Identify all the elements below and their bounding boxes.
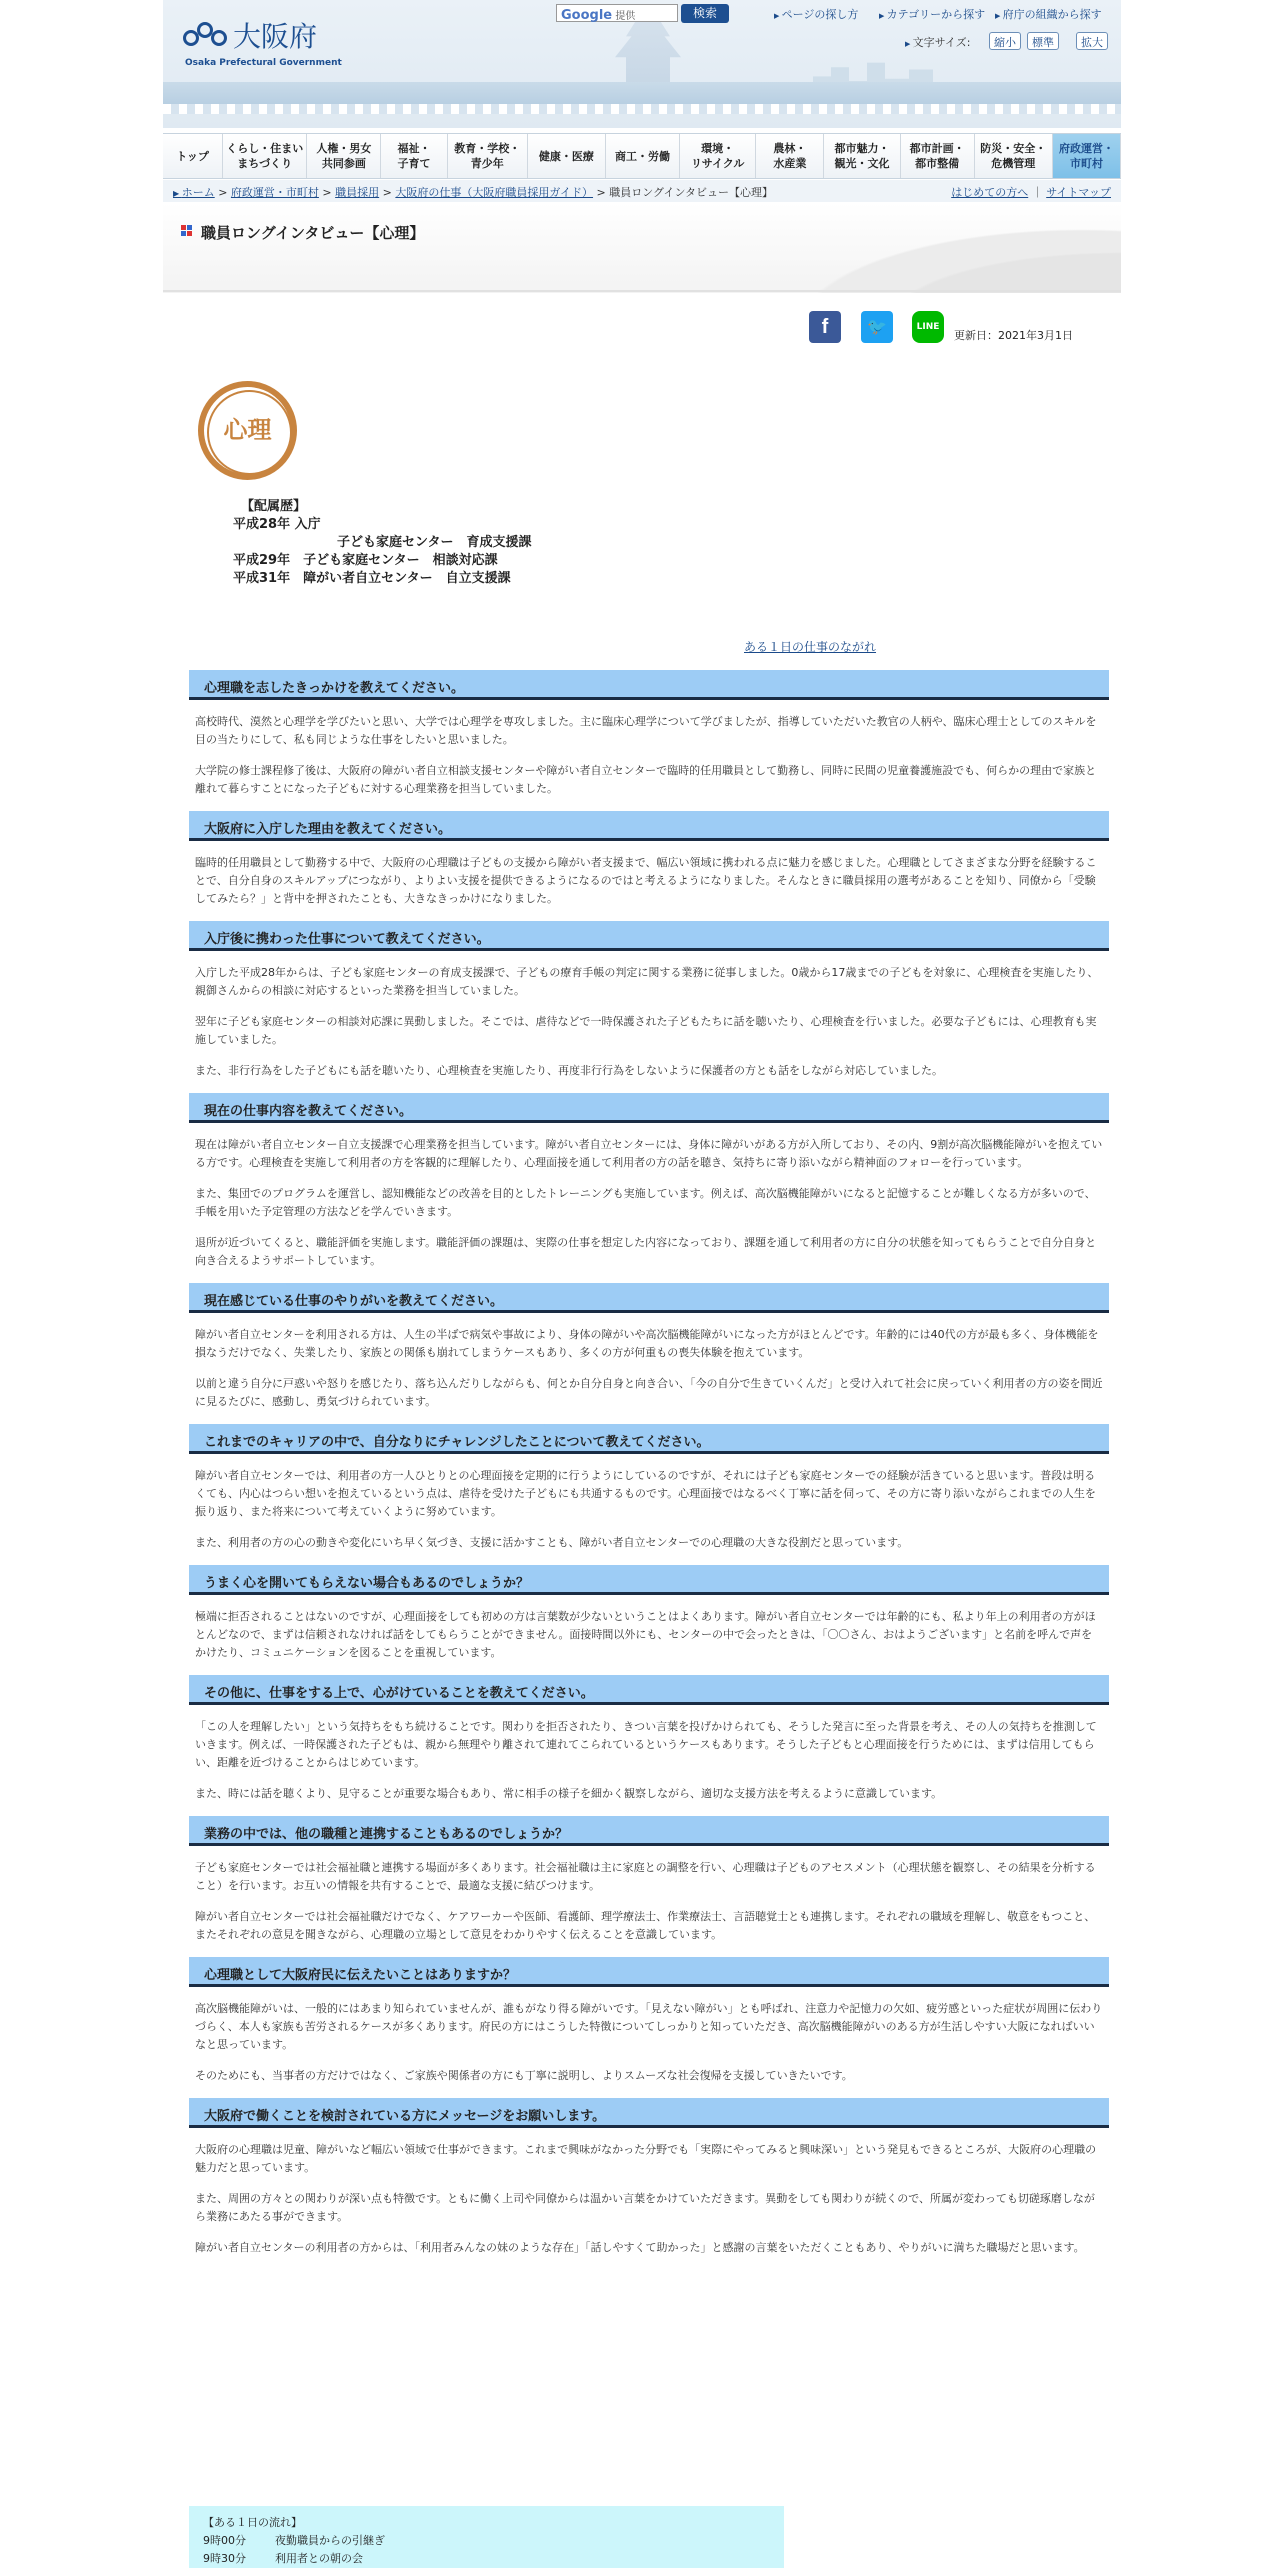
answer-paragraph: また、時には話を聴くより、見守ることが重要な場合もあり、常に相手の様子を細かく観察しながら、適切な支援方法を考えるように意識しています。 (195, 1787, 943, 1800)
nav-commerce[interactable]: 商工・労働 (606, 134, 680, 178)
answer-paragraph: 障がい者自立センターでは、利用者の方一人ひとりとの心理面接を定期的に行うようにしているのですが、それには子ども家庭センターでの経験が活きていると思います。普段は明るくても、内心はつらい想いを抱えているという点は、虐待を受けた子どもにも共通するものです。心理面接ではなるべく丁寧に話を伺って、その方に寄り添いながらこれまでの人生を振り返り、また将来について考えていくように努めています。 (195, 1469, 1096, 1518)
font-size-label: ▶ 文字サイズ: (905, 34, 970, 50)
emblem-label: 心理 (223, 416, 272, 444)
question-heading: 現在の仕事内容を教えてください。 (189, 1093, 1109, 1123)
answer-paragraph: 高校時代、漠然と心理学を学びたいと思い、大学では心理学を専攻しました。主に臨床心理学について学びましたが、指導していただいた教官の人柄や、臨床心理士としてのスキルを目の当たりにして、私も同じような仕事をしたいと思いました。 (195, 715, 1097, 746)
answer-block (189, 1608, 1109, 1662)
answer-paragraph: 入庁した平成28年からは、子ども家庭センターの育成支援課で、子どもの療育手帳の判定に関する業務に従事しました。0歳から17歳までの子どもを対象に、心理検査を実施したり、親御さんからの相談に対応するといった業務を担当していました。 (195, 966, 1099, 997)
breadcrumb-current: 職員ロングインタビュー【心理】 (609, 186, 774, 199)
day-flow-link[interactable]: ある１日の仕事のながれ (744, 640, 877, 654)
link-sitemap[interactable]: サイトマップ (1046, 186, 1111, 199)
breadcrumb-government[interactable]: 府政運営・市町村 (230, 186, 319, 199)
question-heading: 心理職を志したきっかけを教えてください。 (189, 670, 1109, 700)
answer-paragraph: 高次脳機能障がいは、一般的にはあまり知られていませんが、誰もがなり得る障がいです。「見えない障がい」とも呼ばれ、注意力や記憶力の欠如、疲労感といった症状が周囲に伝わりづらく、本人も家族も苦労されるケースが多くあります。府民の方にはこうした特徴についてしっかりと知っていただき、高次脳機能障がいのある方が生活しやすい大阪になればいいなと思っています。 (195, 2002, 1103, 2051)
answer-paragraph: 臨時的任用職員として勤務する中で、大阪府の心理職は子どもの支援から障がい者支援まで、幅広い領域に携われる点に魅力を感じました。心理職としてさまざまな分野を経験することで、自分自身のスキルアップにつながり、よりよい支援を提供できるようになるのではと考えるようになりました。そんなときに職員採用の選考があることを知り、同僚から「受験してみたら？」と背中を押されたことも、大きなきっかけになりました。 (195, 856, 1097, 905)
day-flow-row (203, 2532, 770, 2550)
answer-paragraph: 現在は障がい者自立センター自立支援課で心理業務を担当しています。障がい者自立センターには、身体に障がいがある方が入所しており、その内、9割が高次脳機能障がいを抱えている方です。心理検査を実施して利用者の方を客観的に理解したり、心理面接を通して利用者の方の話を聴き、気持ちに寄り添いながら精神面のフォローを行っています。 (195, 1138, 1103, 1169)
answer-paragraph: 大阪府の心理職は児童、障がいなど幅広い領域で仕事ができます。これまで興味がなかった分野でも「実際にやってみると興味深い」という発見もできるところが、大阪府の心理職の魅力だと思っています。 (195, 2143, 1097, 2174)
answer-block (189, 2000, 1109, 2085)
search-input[interactable] (556, 4, 678, 22)
career-line: 平成29年 子ども家庭センター 相談対応課 (233, 553, 498, 568)
link-first-time[interactable]: はじめての方へ (951, 186, 1029, 199)
breadcrumb-home[interactable]: ▶ ホーム (173, 186, 215, 199)
answer-paragraph: 障がい者自立センターを利用される方は、人生の半ばで病気や事故により、身体の障がいや高次脳機能障がいになった方がほとんどです。年齢的には40代の方が最も多く、身体機能を損なうだけでなく、失業したり、家族との関係も崩れてしまうケースもあり、多くの方が何重もの喪失体験を抱えています。 (195, 1328, 1099, 1359)
logo-text: 大阪府 (233, 20, 318, 53)
answer-paragraph: 退所が近づいてくると、職能評価を実施します。職能評価の課題は、実際の仕事を想定した内容になっており、課題を通して利用者の方に自分の状態を知ってもらうことで自分自身と向き合えるようサポートしています。 (195, 1236, 1097, 1267)
answer-paragraph: 極端に拒否されることはないのですが、心理面接をしても初めの方は言葉数が少ないということはよくあります。障がい者自立センターでは年齢的にも、私より年上の利用者の方がほとんどなので、まずは信頼されなければ話をしてもらうことができません。面接時間以外にも、センターの中で会ったときは、「〇〇さん、おはようございます」と名前を呼んで声をかけたり、コミュニケーションを図ることを重視しています。 (195, 1610, 1096, 1659)
link-by-category[interactable]: ▶ カテゴリーから探す (879, 6, 985, 22)
answer-paragraph: 以前と違う自分に戸惑いや怒りを感じたり、落ち込んだりしながらも、何とか自分自身と向き合い、「今の自分で生きていくんだ」と受け入れて社会に戻っていく利用者の方の姿を間近に見るたびに、感動し、勇気づけられています。 (195, 1377, 1103, 1408)
answer-paragraph: また、集団でのプログラムを運営し、認知機能などの改善を目的としたトレーニングも実施しています。例えば、高次脳機能障がいになると記憶することが難しくなる方が多いので、手帳を用いた予定管理の方法などを学んでいきます。 (195, 1187, 1096, 1218)
question-heading: 大阪府に入庁した理由を教えてください。 (189, 811, 1109, 841)
nav-top[interactable]: トップ (163, 134, 223, 178)
day-flow-heading: 【ある１日の流れ】 (203, 2516, 302, 2529)
answer-block (189, 854, 1109, 908)
career-line: 平成31年 障がい者自立センター 自立支援課 (233, 571, 511, 586)
title-squares-icon (181, 225, 193, 237)
nav-urban-planning[interactable]: 都市計画・ 都市整備 (901, 134, 975, 178)
search-placeholder: 提供 (615, 11, 636, 22)
site-logo[interactable] (183, 22, 317, 52)
career-line: 子ども家庭センター 育成支援課 (337, 535, 532, 550)
day-flow-box (189, 2506, 784, 2568)
answer-paragraph: 翌年に子ども家庭センターの相談対応課に異動しました。そこでは、虐待などで一時保護された子どもたちに話を聴いたり、心理検査を行いました。必要な子どもには、心理教育も実施していました。 (195, 1015, 1097, 1046)
nav-living[interactable]: くらし・住まい まちづくり (223, 134, 307, 178)
page (163, 0, 1121, 2568)
nav-health[interactable]: 健康・医療 (528, 134, 606, 178)
flow-time: 9時00分 (203, 2534, 246, 2547)
answer-paragraph: また、利用者の方の心の動きや変化にいち早く気づき、支援に活かすことも、障がい者自立センターでの心理職の大きな役割だと思っています。 (195, 1536, 909, 1549)
font-size-standard-button[interactable]: 標準 (1027, 32, 1059, 50)
interview-section (189, 670, 1109, 2270)
answer-paragraph: 「この人を理解したい」という気持ちをもち続けることです。関わりを拒否されたり、きつい言葉を投げかけられても、そうした発言に至った背景を考え、その人の気持ちを推測していきます。例えば、一時保護された子どもは、親から無理やり離されて連れてこられているというケースもあります。そうした子どもと心理面接を行うためには、まずは信用してもらい、距離を近づけることからはじめています。 (195, 1720, 1097, 1769)
breadcrumb-recruitment[interactable]: 職員採用 (335, 186, 380, 199)
question-heading: 入庁後に携わった仕事について教えてください。 (189, 921, 1109, 951)
line-share-icon[interactable]: LINE (912, 311, 944, 343)
twitter-share-icon[interactable]: 🐦 (861, 311, 893, 343)
global-nav (163, 133, 1121, 179)
question-heading: 心理職として大阪府民に伝えたいことはありますか？ (189, 1957, 1109, 1987)
nav-government[interactable]: 府政運営・ 市町村 (1053, 134, 1121, 178)
flow-task: 利用者との朝の会 (275, 2552, 363, 2565)
nav-agriculture[interactable]: 農林・ 水産業 (756, 134, 824, 178)
answer-block (189, 1136, 1109, 1270)
facebook-share-icon[interactable]: f (809, 311, 841, 343)
answer-paragraph: そのためにも、当事者の方だけではなく、ご家族や関係者の方にも丁寧に説明し、よりスムーズな社会復帰を支援していきたいです。 (195, 2069, 853, 2082)
nav-environment[interactable]: 環境・ リサイクル (680, 134, 756, 178)
answer-paragraph: 子ども家庭センターでは社会福祉職と連携する場面が多くあります。社会福祉職は主に家庭との調整を行い、心理職は子どものアセスメント（心理状態を観察し、その結果を分析すること）を行います。お互いの情報を共有することで、最適な支援に結びつけます。 (195, 1861, 1096, 1892)
answer-paragraph: 大学院の修士課程修了後は、大阪府の障がい者自立相談支援センターや障がい者自立センターで臨時的任用職員として勤務し、同時に民間の児童養護施設でも、何らかの理由で家族と離れて暮らすことになった子どもに対する心理業務を担当していました。 (195, 764, 1097, 795)
career-heading: 【配属歴】 (241, 499, 307, 514)
answer-block (189, 964, 1109, 1080)
flow-time: 9時30分 (203, 2552, 246, 2565)
search-brand: Google (561, 8, 613, 23)
question-heading: 業務の中では、他の職種と連携することもあるのでしょうか？ (189, 1816, 1109, 1846)
question-heading: これまでのキャリアの中で、自分なりにチャレンジしたことについて教えてください。 (189, 1424, 1109, 1454)
breadcrumb-guide[interactable]: 大阪府の仕事（大阪府職員採用ガイド） (395, 186, 594, 199)
day-flow-row (203, 2550, 770, 2568)
font-size-smaller-button[interactable]: 縮小 (989, 32, 1021, 50)
nav-welfare[interactable]: 福祉・ 子育て (381, 134, 447, 178)
answer-block (189, 713, 1109, 798)
answer-block (189, 1326, 1109, 1411)
answer-block (189, 2141, 1109, 2257)
link-how-to-find[interactable]: ▶ ページの探し方 (774, 6, 858, 22)
page-title: 職員ロングインタビュー【心理】 (201, 224, 425, 242)
question-heading: その他に、仕事をする上で、心がけていることを教えてください。 (189, 1675, 1109, 1705)
font-size-larger-button[interactable]: 拡大 (1076, 32, 1108, 50)
answer-paragraph: 障がい者自立センターの利用者の方からは、「利用者みんなの妹のような存在」「話しやすくて助かった」と感謝の言葉をいただくこともあり、やりがいに満ちた職場だと思います。 (195, 2241, 1085, 2254)
nav-human-rights[interactable]: 人権・男女 共同参画 (307, 134, 381, 178)
answer-paragraph: また、非行行為をした子どもにも話を聴いたり、心理検査を実施したり、再度非行行為をしないように保護者の方とも話をしながら対応していました。 (195, 1064, 943, 1077)
link-by-organization[interactable]: ▶ 府庁の組織から探す (995, 6, 1102, 22)
nav-culture[interactable]: 都市魅力・ 観光・文化 (824, 134, 900, 178)
nav-disaster[interactable]: 防災・安全・ 危機管理 (975, 134, 1053, 178)
nav-education[interactable]: 教育・学校・ 青少年 (448, 134, 528, 178)
flow-task: 夜勤職員からの引継ぎ (275, 2534, 385, 2547)
answer-block (189, 1718, 1109, 1803)
career-line: 平成28年 入庁 (233, 517, 321, 532)
answer-block (189, 1467, 1109, 1552)
site-header (163, 0, 1121, 128)
answer-paragraph: また、周囲の方々との関わりが深い点も特徴です。ともに働く上司や同僚からは温かい言葉をかけていただきます。異動をしても関わりが続くので、所属が変わっても切磋琢磨しながら業務にあたる事ができます。 (195, 2192, 1095, 2223)
logo-subtitle: Osaka Prefectural Government (185, 58, 342, 68)
search-button[interactable]: 検索 (681, 4, 729, 23)
question-heading: 大阪府で働くことを検討されている方にメッセージをお願いします。 (189, 2098, 1109, 2128)
answer-paragraph: 障がい者自立センターでは社会福祉職だけでなく、ケアワーカーや医師、看護師、理学療法士、作業療法士、言語聴覚士とも連携します。それぞれの職域を理解し、敬意をもつこと、またそれぞれの意見を聞きながら、心理職の立場として意見をわかりやすく伝えることを意識しています。 (195, 1910, 1096, 1941)
updated-date: 更新日：2021年3月1日 (954, 329, 1073, 342)
question-heading: 現在感じている仕事のやりがいを教えてください。 (189, 1283, 1109, 1313)
title-band (163, 203, 1121, 293)
osaka-logo-icon (183, 22, 229, 52)
question-heading: うまく心を開いてもらえない場合もあるのでしょうか？ (189, 1565, 1109, 1595)
answer-block (189, 1859, 1109, 1944)
title-divider (163, 290, 1121, 292)
psychology-emblem (198, 381, 297, 480)
career-history (233, 498, 531, 588)
breadcrumb: ▶ ホーム > 府政運営・市町村 > 職員採用 > 大阪府の仕事（大阪府職員採用ガイド） > 職員ロングインタビュー【心理】 はじめての方へ ｜ サイトマップ (163, 180, 1121, 202)
